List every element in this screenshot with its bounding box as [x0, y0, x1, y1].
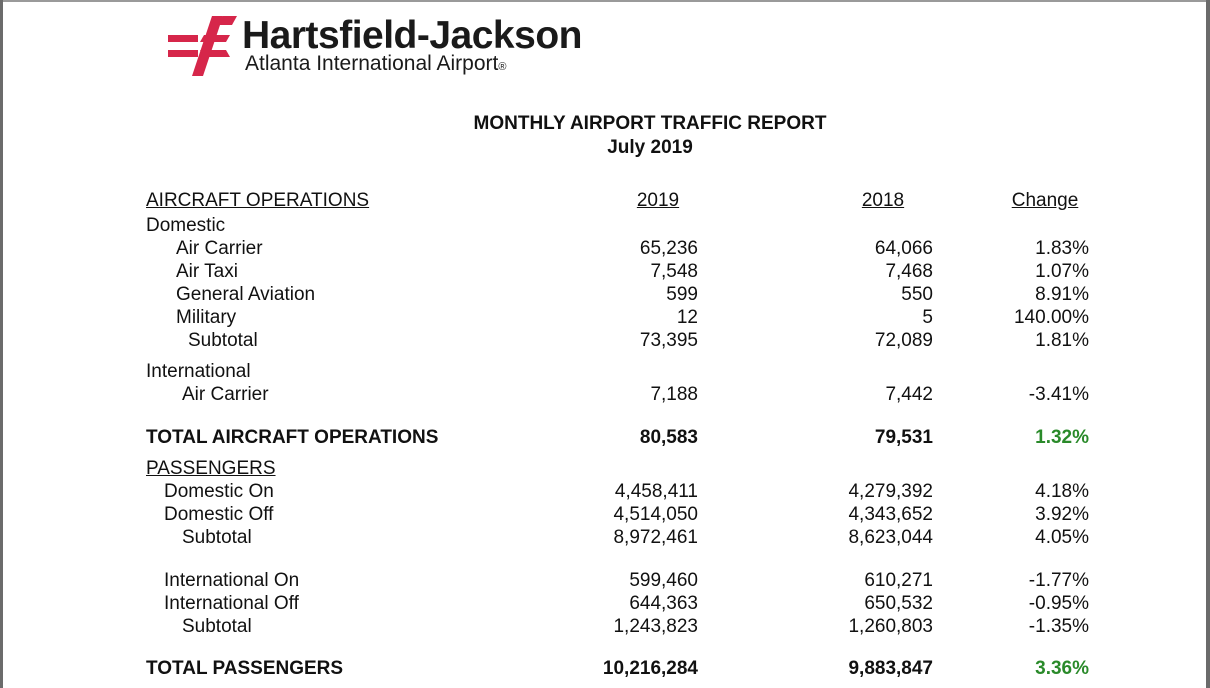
value-2019: 4,514,050: [613, 504, 698, 525]
value-2018: 7,468: [885, 261, 933, 282]
value-2018: 610,271: [864, 570, 933, 591]
value-2019: 599: [666, 284, 698, 305]
value-change: 1.81%: [1035, 330, 1089, 351]
logo-name: Hartsfield-Jackson: [242, 14, 582, 57]
row-label: Domestic Off: [164, 504, 274, 525]
row-label: Domestic On: [164, 481, 274, 502]
column-header-2019: 2019: [636, 190, 680, 211]
value-2019: 644,363: [629, 593, 698, 614]
value-change: -0.95%: [1028, 593, 1089, 614]
value-change: 1.83%: [1035, 238, 1089, 259]
value-2018: 650,532: [864, 593, 933, 614]
value-2019: 7,188: [650, 384, 698, 405]
registered-mark: ®: [498, 61, 507, 73]
row-label-subtotal: Subtotal: [182, 527, 252, 548]
page-left-border: [0, 0, 3, 688]
total-aircraft-2019: 80,583: [639, 427, 698, 448]
page-top-border: [0, 0, 1210, 2]
column-header-change: Change: [1011, 190, 1079, 211]
row-label: Air Carrier: [176, 238, 263, 259]
value-2018: 550: [901, 284, 933, 305]
value-2019: 8,972,461: [613, 527, 698, 548]
value-change: 4.05%: [1035, 527, 1089, 548]
value-change: 1.07%: [1035, 261, 1089, 282]
row-label: Air Carrier: [182, 384, 269, 405]
value-change: -1.77%: [1028, 570, 1089, 591]
row-label: General Aviation: [176, 284, 316, 305]
value-change: -1.35%: [1028, 616, 1089, 637]
domestic-label: Domestic: [146, 215, 226, 236]
total-passengers-change: 3.36%: [1035, 658, 1089, 679]
value-2019: 73,395: [639, 330, 698, 351]
value-2018: 5: [922, 307, 933, 328]
value-2019: 12: [676, 307, 698, 328]
section-header-aircraft-operations: AIRCRAFT OPERATIONS: [146, 190, 370, 211]
value-2019: 7,548: [650, 261, 698, 282]
international-label: International: [146, 361, 251, 382]
total-aircraft-2018: 79,531: [874, 427, 933, 448]
value-2018: 64,066: [874, 238, 933, 259]
value-2019: 599,460: [629, 570, 698, 591]
total-aircraft-change: 1.32%: [1035, 427, 1089, 448]
logo-subtitle: Atlanta International Airport®: [245, 52, 507, 75]
value-change: 3.92%: [1035, 504, 1089, 525]
value-change: -3.41%: [1028, 384, 1089, 405]
total-aircraft-operations-label: TOTAL AIRCRAFT OPERATIONS: [146, 427, 439, 448]
section-header-passengers: PASSENGERS: [146, 458, 276, 479]
value-2018: 7,442: [885, 384, 933, 405]
value-2019: 65,236: [639, 238, 698, 259]
total-passengers-2018: 9,883,847: [848, 658, 933, 679]
value-change: 140.00%: [1013, 307, 1089, 328]
row-label: International On: [164, 570, 300, 591]
value-2018: 4,343,652: [848, 504, 933, 525]
row-label: International Off: [164, 593, 299, 614]
airplane-logo-icon: [166, 14, 238, 78]
row-label: Air Taxi: [176, 261, 238, 282]
row-label: Military: [176, 307, 237, 328]
column-header-2018: 2018: [861, 190, 905, 211]
value-2019: 1,243,823: [613, 616, 698, 637]
report-period: July 2019: [607, 137, 693, 158]
page-right-border: [1206, 0, 1210, 688]
report-title: MONTHLY AIRPORT TRAFFIC REPORT: [473, 113, 827, 134]
value-2018: 1,260,803: [848, 616, 933, 637]
value-change: 4.18%: [1035, 481, 1089, 502]
value-2018: 4,279,392: [848, 481, 933, 502]
total-passengers-2019: 10,216,284: [602, 658, 698, 679]
row-label-subtotal: Subtotal: [188, 330, 258, 351]
row-label-subtotal: Subtotal: [182, 616, 252, 637]
value-2018: 8,623,044: [848, 527, 933, 548]
total-passengers-label: TOTAL PASSENGERS: [146, 658, 344, 679]
value-2018: 72,089: [874, 330, 933, 351]
value-change: 8.91%: [1035, 284, 1089, 305]
value-2019: 4,458,411: [614, 481, 698, 502]
